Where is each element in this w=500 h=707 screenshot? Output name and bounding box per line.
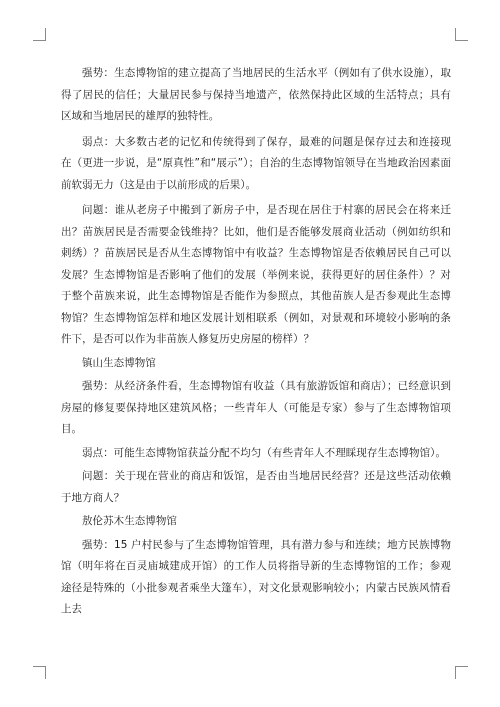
- document-body: [61, 63, 451, 621]
- crop-mark-bottom-right: [455, 666, 468, 679]
- paragraph-weaknesses-1: 弱点：大多数古老的记忆和传统得到了保存，最难的问题是保存过去和连接现在（更进一步说，是“原真性”和“展示”）；自治的生态博物馆领导在当地政治因素面前软弱无力（这是由于以前形成的后果）。: [61, 135, 451, 191]
- paragraph-strengths-1: 强势：生态博物馆的建立提高了当地居民的生活水平（例如有了供水设施），取得了居民的信任；大量居民参与保持当地遗产，依然保持此区域的生活特点；具有区域和当地居民的雄厚的独特性。: [61, 67, 451, 122]
- paragraph-questions-2: 问题：关于现在营业的商店和饭馆，是否由当地居民经营？还是这些活动依赖于地方商人？: [61, 470, 451, 504]
- paragraph-questions-1: 问题：谁从老房子中搬到了新房子中，是否现在居住于村寨的居民会在将来迁出？苗族居民是否需要金钱维持？比如，他们是否能够发展商业活动（例如纺织和刺绣）？苗族居民是否从生态博物馆中有收益？生态博物馆是否依赖居民自己可以发展？生态博物馆是否影响了他们的发展（举例来说，获得更好的居住条件）？对于整个苗族来说，此生态博物馆是否能作为参照点，其他苗族人是否参观此生态博物馆？生态博物馆怎样和地区发展计划相联系（例如，对景观和环境较小影响的条件下，是否可以作为非苗族人修复历史房屋的榜样）？: [61, 204, 451, 345]
- paragraph-strengths-2: 强势：从经济条件看，生态博物馆有收益（具有旅游饭馆和商店）；已经意识到房屋的修复要保持地区建筑风格；一些青年人（可能是专家）参与了生态博物馆项目。: [61, 380, 451, 435]
- crop-mark-top-right: [455, 28, 468, 41]
- paragraph-strengths-3: 强势：15 户村民参与了生态博物馆管理，具有潜力参与和连续；地方民族博物馆（明年将在百灵庙城建成开馆）的工作人员将指导新的生态博物馆的工作；参观途径是特殊的（小批参观者乘坐大篷车），对文化景观影响较小；内蒙古民族风情看上去: [61, 538, 451, 615]
- section-heading-aolunsumu: 敖伦苏木生态博物馆: [82, 515, 177, 527]
- crop-mark-bottom-left: [33, 666, 46, 679]
- section-heading-zhenshan: 镇山生态博物馆: [82, 356, 156, 369]
- paragraph-weaknesses-2: 弱点：可能生态博物馆获益分配不均匀（有些青年人不理睬现存生态博物馆）。: [82, 446, 446, 459]
- crop-mark-top-left: [33, 28, 46, 41]
